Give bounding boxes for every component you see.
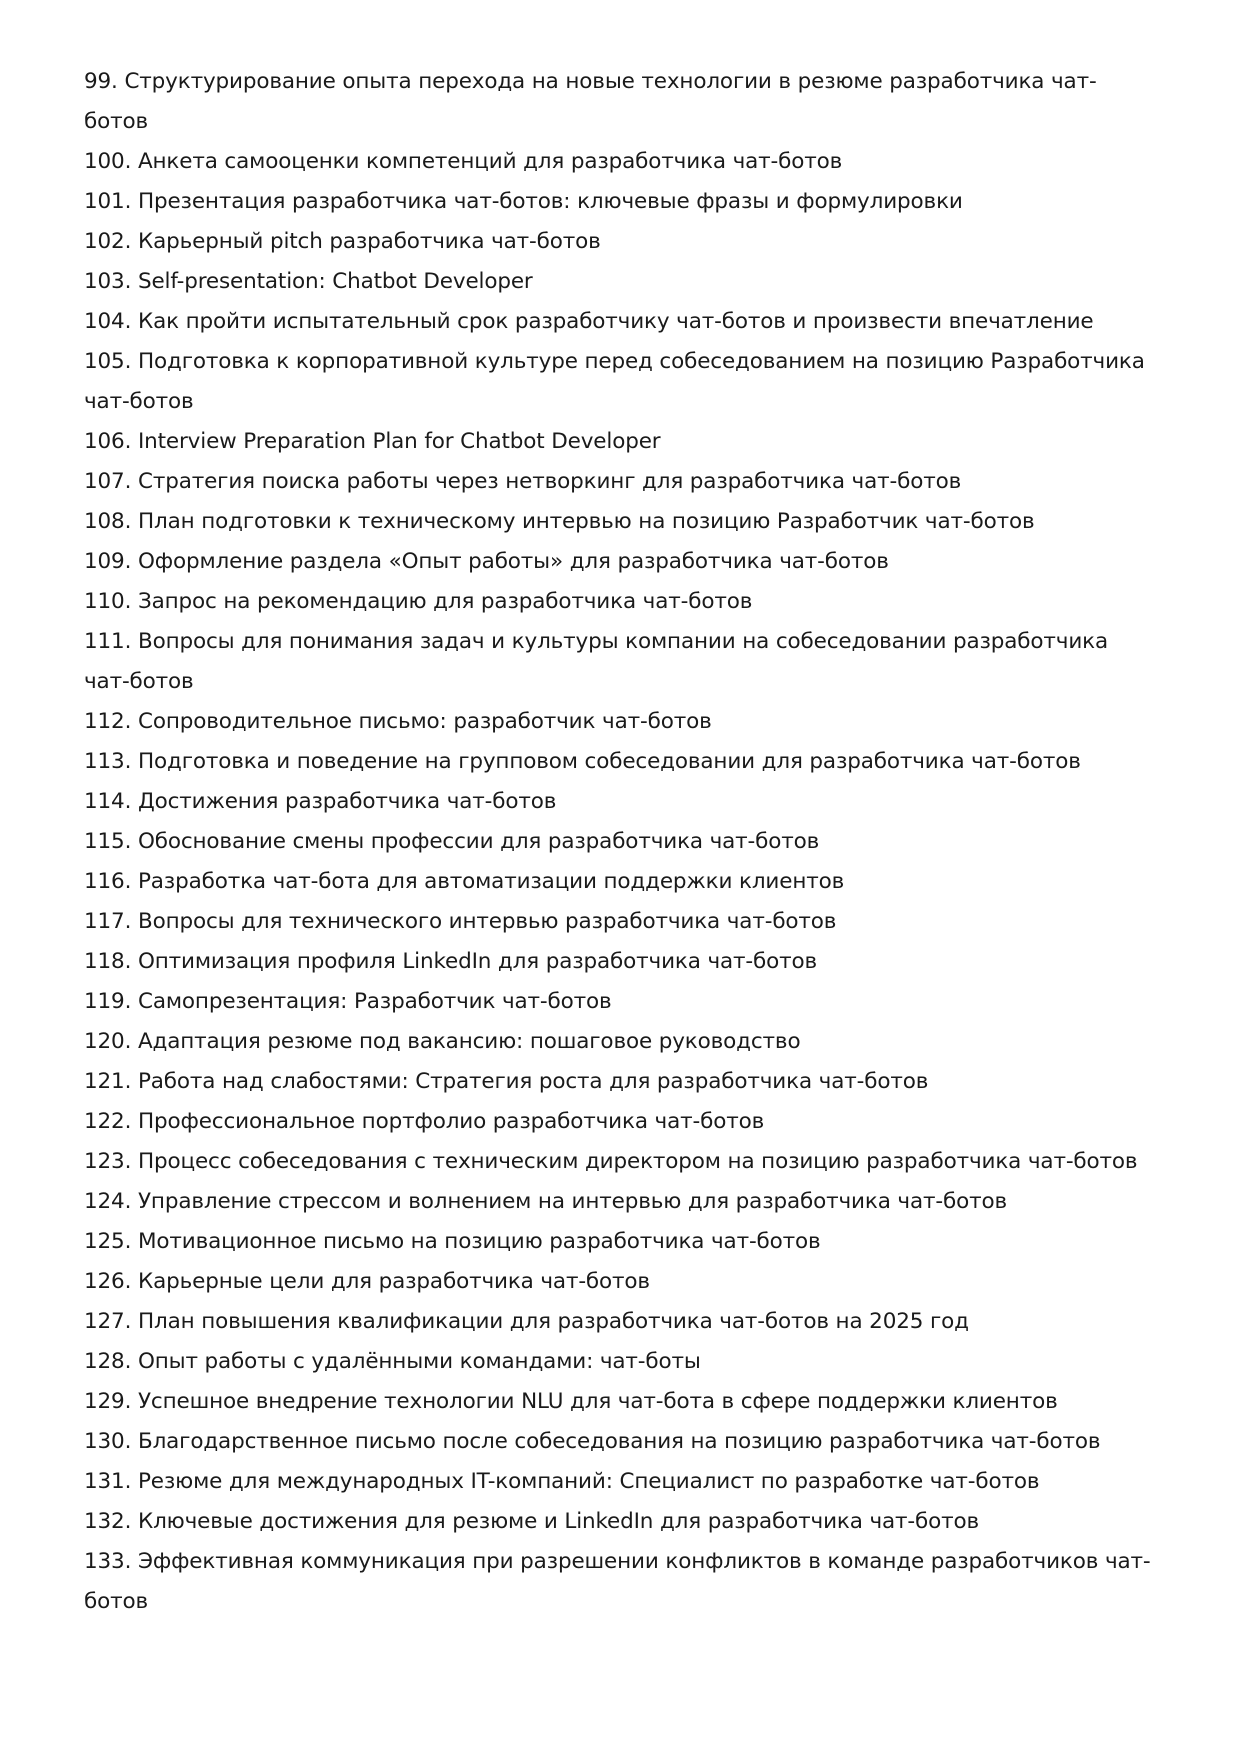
list-item-number: 130. (84, 1429, 132, 1454)
numbered-list (84, 62, 1154, 1622)
list-item-text: Self-presentation: Chatbot Developer (137, 269, 533, 294)
list-item (84, 982, 1154, 1022)
list-item-number: 124. (84, 1189, 132, 1214)
list-item-number: 109. (84, 549, 132, 574)
list-item-text: Подготовка к корпоративной культуре перед собеседованием на позицию Разработчика чат-ботов (84, 349, 1145, 414)
list-item (84, 1382, 1154, 1422)
list-item (84, 182, 1154, 222)
list-item-text: Карьерный pitch разработчика чат-ботов (137, 229, 601, 254)
list-item-number: 111. (84, 629, 132, 654)
list-item-text: Работа над слабостями: Стратегия роста для разработчика чат-ботов (137, 1069, 929, 1094)
list-item-number: 103. (84, 269, 132, 294)
list-item (84, 1302, 1154, 1342)
list-item-text: Опыт работы с удалёнными командами: чат-боты (137, 1349, 701, 1374)
list-item-text: Оптимизация профиля LinkedIn для разработчика чат-ботов (137, 949, 818, 974)
list-item (84, 222, 1154, 262)
list-item-text: Подготовка и поведение на групповом собеседовании для разработчика чат-ботов (137, 749, 1081, 774)
list-item-number: 118. (84, 949, 132, 974)
list-item-text: Карьерные цели для разработчика чат-ботов (137, 1269, 650, 1294)
list-item-text: Ключевые достижения для резюме и LinkedIn для разработчика чат-ботов (137, 1509, 980, 1534)
list-item-text: Процесс собеседования с техническим директором на позицию разработчика чат-ботов (137, 1149, 1138, 1174)
list-item-text: Обоснование смены профессии для разработчика чат-ботов (137, 829, 820, 854)
list-item-text: Управление стрессом и волнением на интервью для разработчика чат-ботов (137, 1189, 1007, 1214)
list-item-number: 131. (84, 1469, 132, 1494)
list-item-text: Interview Preparation Plan for Chatbot Developer (137, 429, 661, 454)
list-item-number: 119. (84, 989, 132, 1014)
list-item-number: 108. (84, 509, 132, 534)
document-body (84, 62, 1154, 1622)
list-item (84, 302, 1154, 342)
list-item-number: 107. (84, 469, 132, 494)
list-item-number: 105. (84, 349, 132, 374)
list-item (84, 1542, 1154, 1622)
list-item-text: Оформление раздела «Опыт работы» для разработчика чат-ботов (137, 549, 889, 574)
list-item-text: План подготовки к техническому интервью на позицию Разработчик чат-ботов (137, 509, 1035, 534)
list-item-number: 126. (84, 1269, 132, 1294)
list-item-number: 125. (84, 1229, 132, 1254)
list-item (84, 1062, 1154, 1102)
list-item-text: Структурирование опыта перехода на новые технологии в резюме разработчика чат-ботов (84, 69, 1097, 134)
list-item (84, 1022, 1154, 1062)
list-item (84, 1142, 1154, 1182)
list-item-number: 106. (84, 429, 132, 454)
list-item (84, 462, 1154, 502)
list-item-text: Анкета самооценки компетенций для разработчика чат-ботов (137, 149, 843, 174)
list-item-number: 129. (84, 1389, 132, 1414)
list-item-number: 100. (84, 149, 132, 174)
list-item-number: 104. (84, 309, 132, 334)
list-item (84, 822, 1154, 862)
list-item-text: Запрос на рекомендацию для разработчика чат-ботов (137, 589, 753, 614)
list-item-number: 115. (84, 829, 132, 854)
list-item (84, 582, 1154, 622)
list-item-number: 123. (84, 1149, 132, 1174)
list-item-text: Адаптация резюме под вакансию: пошаговое руководство (137, 1029, 801, 1054)
list-item-number: 122. (84, 1109, 132, 1134)
list-item-number: 117. (84, 909, 132, 934)
list-item (84, 942, 1154, 982)
list-item (84, 742, 1154, 782)
list-item (84, 1462, 1154, 1502)
list-item (84, 702, 1154, 742)
list-item (84, 502, 1154, 542)
list-item (84, 422, 1154, 462)
list-item-text: Вопросы для понимания задач и культуры компании на собеседовании разработчика чат-ботов (84, 629, 1108, 694)
list-item-number: 101. (84, 189, 132, 214)
list-item-number: 102. (84, 229, 132, 254)
list-item (84, 902, 1154, 942)
list-item-number: 127. (84, 1309, 132, 1334)
list-item-number: 110. (84, 589, 132, 614)
list-item-number: 128. (84, 1349, 132, 1374)
list-item-text: План повышения квалификации для разработчика чат-ботов на 2025 год (137, 1309, 969, 1334)
list-item-number: 113. (84, 749, 132, 774)
list-item-text: Разработка чат-бота для автоматизации поддержки клиентов (137, 869, 845, 894)
list-item-text: Успешное внедрение технологии NLU для чат-бота в сфере поддержки клиентов (137, 1389, 1058, 1414)
list-item-text: Сопроводительное письмо: разработчик чат-ботов (137, 709, 712, 734)
list-item (84, 782, 1154, 822)
list-item (84, 1222, 1154, 1262)
list-item-number: 116. (84, 869, 132, 894)
list-item-number: 133. (84, 1549, 132, 1574)
list-item-text: Мотивационное письмо на позицию разработчика чат-ботов (137, 1229, 821, 1254)
list-item-number: 121. (84, 1069, 132, 1094)
list-item-number: 132. (84, 1509, 132, 1534)
list-item-text: Достижения разработчика чат-ботов (137, 789, 557, 814)
list-item-number: 114. (84, 789, 132, 814)
list-item (84, 1262, 1154, 1302)
list-item-text: Самопрезентация: Разработчик чат-ботов (137, 989, 612, 1014)
list-item-text: Стратегия поиска работы через нетворкинг для разработчика чат-ботов (137, 469, 962, 494)
list-item (84, 622, 1154, 702)
list-item-text: Вопросы для технического интервью разработчика чат-ботов (137, 909, 837, 934)
list-item-text: Профессиональное портфолио разработчика чат-ботов (137, 1109, 765, 1134)
list-item (84, 62, 1154, 142)
list-item (84, 1502, 1154, 1542)
list-item-text: Резюме для международных IT-компаний: Специалист по разработке чат-ботов (137, 1469, 1040, 1494)
list-item (84, 342, 1154, 422)
list-item (84, 142, 1154, 182)
list-item (84, 262, 1154, 302)
list-item (84, 862, 1154, 902)
list-item (84, 1182, 1154, 1222)
list-item-number: 112. (84, 709, 132, 734)
list-item (84, 542, 1154, 582)
list-item-text: Как пройти испытательный срок разработчику чат-ботов и произвести впечатление (137, 309, 1094, 334)
list-item-text: Эффективная коммуникация при разрешении конфликтов в команде разработчиков чат-ботов (84, 1549, 1151, 1614)
list-item-number: 99. (84, 69, 118, 94)
list-item-number: 120. (84, 1029, 132, 1054)
list-item (84, 1342, 1154, 1382)
list-item (84, 1422, 1154, 1462)
list-item-text: Презентация разработчика чат-ботов: ключевые фразы и формулировки (137, 189, 963, 214)
list-item-text: Благодарственное письмо после собеседования на позицию разработчика чат-ботов (137, 1429, 1101, 1454)
list-item (84, 1102, 1154, 1142)
